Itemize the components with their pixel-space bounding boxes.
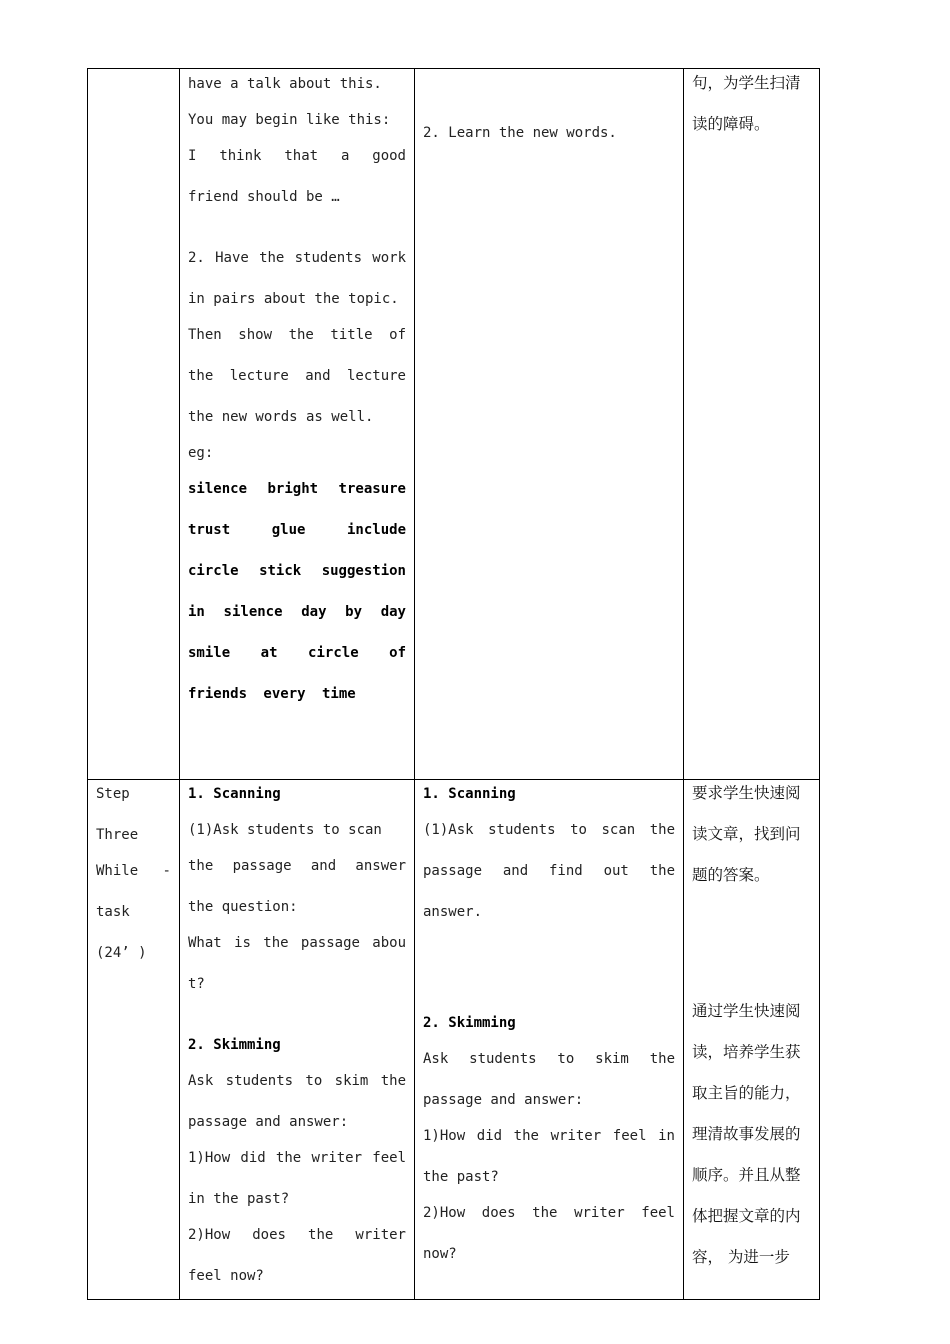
- text-line: answer.: [423, 904, 483, 920]
- text-line: task: [96, 904, 130, 920]
- text-line: Ask students to skim the: [188, 1073, 406, 1089]
- text-line: now?: [423, 1246, 457, 1262]
- text-line: (24’ ): [96, 945, 147, 961]
- text-line: the passage and answer: [188, 858, 406, 874]
- text-line: in the past?: [188, 1191, 290, 1207]
- text-line: 通过学生快速阅: [692, 1002, 801, 1020]
- section-heading: 2. Skimming: [188, 1037, 281, 1053]
- text-line: 顺序。并且从整: [692, 1166, 801, 1184]
- vocab-line: in silence day by day: [188, 604, 406, 620]
- text-line: 取主旨的能力，: [692, 1084, 801, 1102]
- text-line: I think that a good: [188, 148, 406, 164]
- text-line: t?: [188, 976, 205, 992]
- section-heading: 1. Scanning: [423, 786, 516, 802]
- text-line: in pairs about the topic.: [188, 291, 399, 307]
- text-line: 2)How does the writer feel: [423, 1205, 675, 1221]
- text-line: 2. Have the students work: [188, 250, 406, 266]
- text-line: 容， 为进一步: [692, 1248, 790, 1266]
- text-line: 体把握文章的内: [692, 1207, 801, 1225]
- vocab-line: trust glue include: [188, 522, 406, 538]
- text-line: 读，培养学生获: [692, 1043, 801, 1061]
- text-line: friend should be …: [188, 189, 340, 205]
- text-line: 1)How did the writer feel in: [423, 1128, 675, 1144]
- lesson-plan-table: [87, 68, 820, 1300]
- teacher-activity-cell: [180, 69, 415, 780]
- student-activity-cell: [415, 780, 684, 1300]
- teacher-activity-cell: [180, 780, 415, 1300]
- text-line: What is the passage abou: [188, 935, 406, 951]
- text-line: You may begin like this:: [188, 112, 391, 128]
- text-line: the question:: [188, 899, 298, 915]
- purpose-cell: [684, 69, 820, 780]
- table-row: [88, 780, 820, 1300]
- text-line: 读文章，找到问: [692, 825, 801, 843]
- text-line: 2. Learn the new words.: [423, 125, 617, 141]
- text-line: 读的障碍。: [692, 115, 770, 133]
- section-heading: 1. Scanning: [188, 786, 281, 802]
- text-line: While -: [96, 863, 171, 879]
- text-line: 题的答案。: [692, 866, 770, 884]
- step-cell: [88, 69, 180, 780]
- text-line: Then show the title of: [188, 327, 406, 343]
- vocab-line: circle stick suggestion: [188, 563, 406, 579]
- section-heading: 2. Skimming: [423, 1015, 516, 1031]
- text-line: 理清故事发展的: [692, 1125, 801, 1143]
- student-activity-cell: [415, 69, 684, 780]
- text-line: passage and answer:: [423, 1092, 584, 1108]
- text-line: Three: [96, 827, 139, 843]
- vocab-line: smile at circle of: [188, 645, 406, 661]
- text-line: passage and answer:: [188, 1114, 349, 1130]
- text-line: eg:: [188, 445, 214, 461]
- vocab-line: friends every time: [188, 686, 356, 702]
- text-line: Ask students to skim the: [423, 1051, 675, 1067]
- text-line: 2)How does the writer: [188, 1227, 406, 1243]
- text-line: the past?: [423, 1169, 499, 1185]
- text-line: 1)How did the writer feel: [188, 1150, 406, 1166]
- text-line: the new words as well.: [188, 409, 374, 425]
- vocab-line: silence bright treasure: [188, 481, 406, 497]
- text-line: the lecture and lecture: [188, 368, 406, 384]
- text-line: feel now?: [188, 1268, 264, 1284]
- text-line: passage and find out the: [423, 863, 675, 879]
- text-line: (1)Ask students to scan: [188, 822, 382, 838]
- step-cell: [88, 780, 180, 1300]
- purpose-cell: [684, 780, 820, 1300]
- text-line: have a talk about this.: [188, 76, 382, 92]
- text-line: (1)Ask students to scan the: [423, 822, 675, 838]
- text-line: Step: [96, 786, 130, 802]
- text-line: 要求学生快速阅: [692, 784, 801, 802]
- text-line: 句，为学生扫清: [692, 74, 801, 92]
- table-row: [88, 69, 820, 780]
